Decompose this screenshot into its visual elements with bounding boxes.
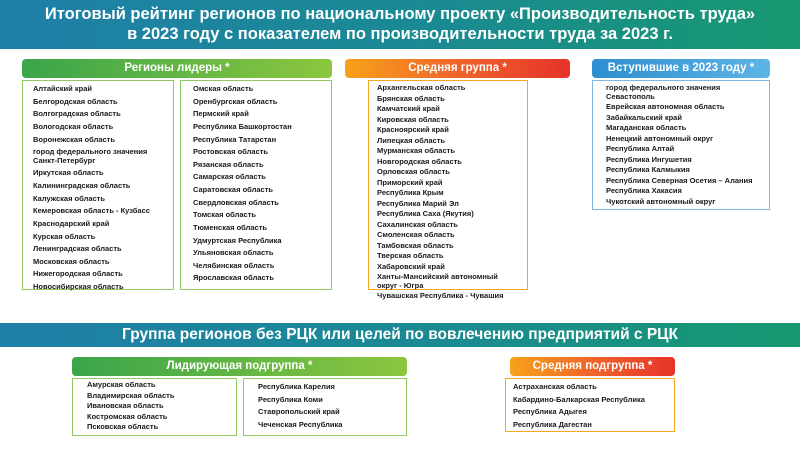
list-item: город федерального значения Санкт-Петербург [33,147,148,165]
list-item: Владимирская область [87,390,175,400]
list-item: Республика Адыгея [513,407,587,417]
middle-sub-list [513,383,645,434]
list-item: Тюменская область [193,222,268,232]
list-item: Ханты-Мансийский автономный округ - Югра [377,272,498,290]
list-item: Пермский край [193,109,249,119]
list-item: Амурская область [87,380,156,389]
list-item: Брянская область [377,93,445,103]
list-item: Волгоградская область [33,109,121,119]
list-item: Магаданская область [606,123,687,133]
middle-header: Средняя группа * [345,59,570,78]
list-item: Кемеровская область - Кузбасс [33,206,150,216]
list-item: Республика Алтай [606,144,675,154]
list-item: Белгородская область [33,96,118,106]
list-item: Республика Дагестан [513,419,592,429]
list-item: Рязанская область [193,159,264,169]
list-item: Томская область [193,210,257,220]
list-item: Еврейская автономная область [606,102,725,112]
list-item: Забайкальский край [606,112,682,122]
top-banner [0,0,800,49]
list-item: Ростовская область [193,147,269,157]
list-item: Нижегородская область [33,269,123,279]
joined-list [606,84,753,208]
list-item: Челябинская область [193,260,275,270]
leaders-list-1 [33,85,168,296]
list-item: Курская область [33,231,96,241]
list-item: Ненецкий автономный округ [606,133,714,143]
list-item: Липецкая область [377,135,445,145]
list-item: Республика Северная Осетия – Алания [606,175,753,185]
list-item: Калининградская область [33,181,131,190]
joined-header: Вступившие в 2023 году * [592,59,770,78]
list-item: Республика Карелия [258,382,335,391]
list-item: Калужская область [33,193,105,203]
list-item: Саратовская область [193,185,273,194]
list-item: Свердловская область [193,197,279,207]
list-item: Мурманская область [377,146,455,156]
list-item: Архангельская область [377,83,466,92]
list-item: Удмуртская Республика [193,235,282,245]
list-item: Костромская область [87,411,168,421]
list-item: Чеченская Республика [258,419,343,429]
list-item: Приморский край [377,177,443,187]
list-item: Ивановская область [87,401,164,411]
list-item: Смоленская область [377,230,455,240]
middle-list [377,84,503,303]
list-item: Республика Хакасия [606,186,682,196]
title-line-1: Итоговый рейтинг регионов по национальному проекту «Производительность труда» [44,5,756,23]
list-item: Вологодская область [33,121,114,131]
list-item: Ярославская область [193,273,274,283]
middle-sub-header: Средняя подгруппа * [510,357,675,376]
list-item: Республика Марий Эл [377,198,459,208]
list-item: Воронежская область [33,134,115,144]
list-item: Чукотский автономный округ [606,196,716,206]
leaders-header: Регионы лидеры * [22,59,332,78]
list-item: Хабаровский край [377,261,445,271]
list-item: Ульяновская область [193,248,274,258]
list-item: Новосибирская область [33,282,124,291]
leading-sub-header: Лидирующая подгруппа * [72,357,407,376]
list-item: Красноярский край [377,125,449,135]
list-item: Республика Саха (Якутия) [377,209,474,219]
list-item: Тамбовская область [377,240,454,250]
list-item: Новгородская область [377,156,462,166]
list-item: город федерального значения Севастополь [606,83,721,101]
list-item: Самарская область [193,172,266,182]
list-item: Астраханская область [513,382,597,391]
list-item: Камчатский край [377,104,440,114]
list-item: Кабардино-Балкарская Республика [513,394,645,404]
list-item: Республика Калмыкия [606,165,690,175]
list-item: Омская область [193,84,254,93]
title-line-2: в 2023 году с показателем по производительности труда за 2023 г. [127,25,673,43]
list-item: Республика Ингушетия [606,154,692,164]
leading-sub-list-1 [87,381,174,434]
list-item: Алтайский край [33,84,92,93]
list-item: Московская область [33,256,110,266]
list-item: Ставропольский край [258,407,340,417]
group2-banner: Группа регионов без РЦК или целей по вовлечению предприятий с РЦК [0,323,800,347]
list-item: Сахалинская область [377,219,458,229]
list-item: Ленинградская область [33,244,122,254]
list-item: Псковская область [87,422,159,432]
list-item: Республика Коми [258,394,323,404]
list-item: Оренбургская область [193,96,278,106]
list-item: Республика Башкортостан [193,121,292,131]
list-item: Чувашская Республика - Чувашия [377,291,504,301]
list-item: Тверская область [377,251,444,261]
list-item: Кировская область [377,114,449,124]
list-item: Орловская область [377,167,450,177]
list-item: Республика Крым [377,188,444,198]
leaders-list-2 [193,85,292,287]
leading-sub-list-2 [258,383,342,434]
list-item: Иркутская область [33,168,104,178]
list-item: Краснодарский край [33,218,110,228]
list-item: Республика Татарстан [193,134,277,144]
